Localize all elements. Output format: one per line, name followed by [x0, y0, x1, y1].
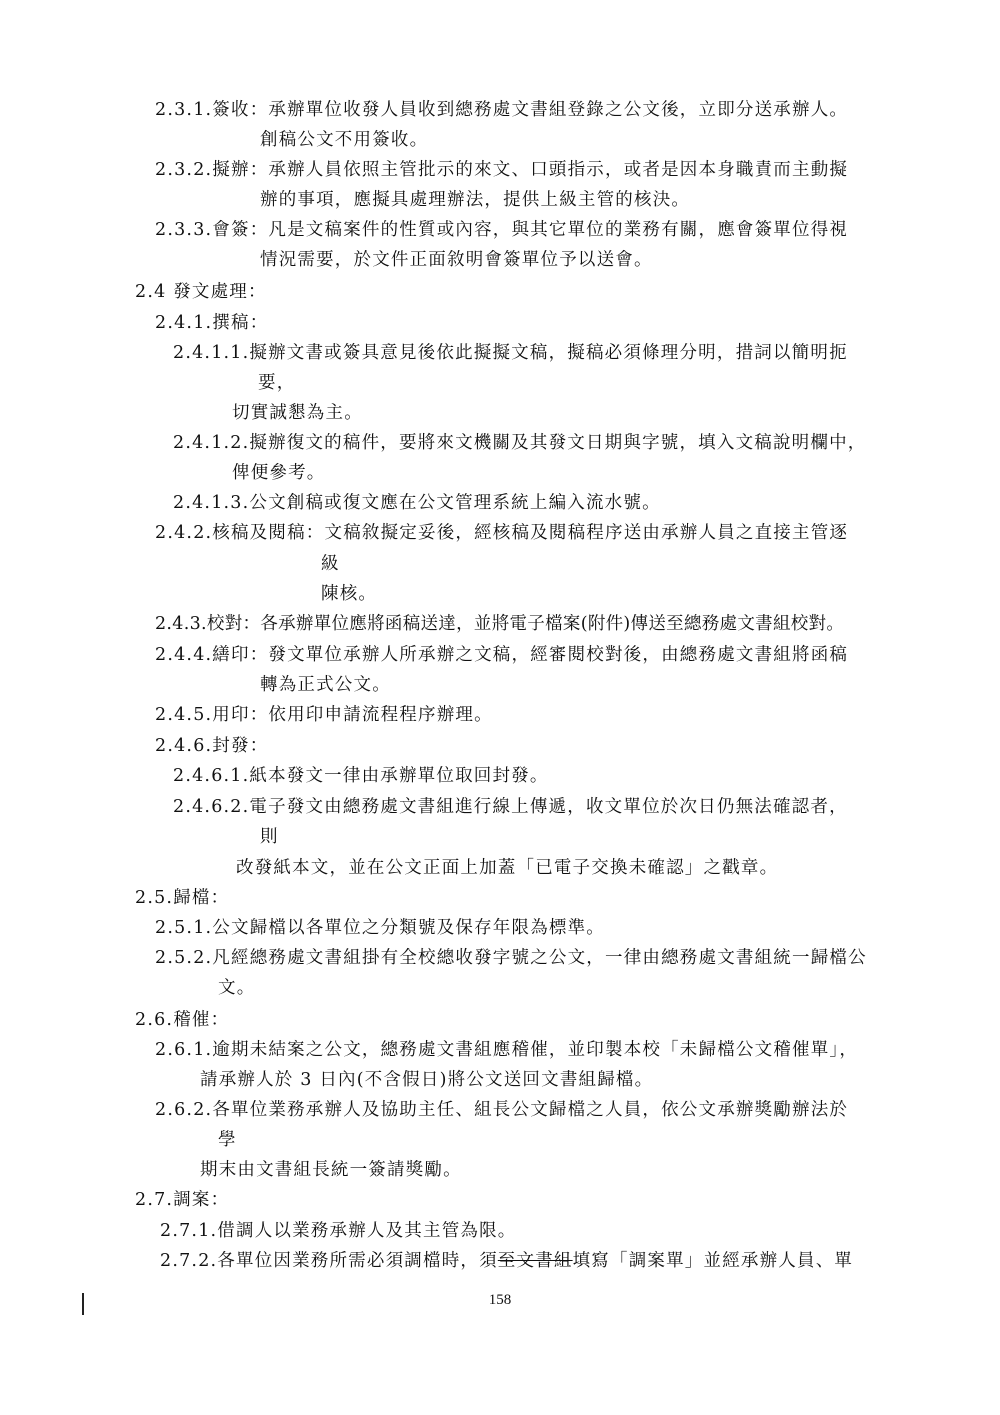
subsection-heading: 2.4.1.撰稿：	[155, 313, 269, 333]
text-line-with-deletion	[160, 1249, 853, 1273]
text-line: 創稿公文不用簽收。	[260, 130, 429, 150]
text-line: 2.3.1.簽收：承辦單位收發人員收到總務處文書組登錄之公文後，立即分送承辦人。	[155, 100, 849, 120]
section-heading: 2.4 發文處理：	[135, 282, 267, 302]
text-line: 2.4.6.2.電子發文由總務處文書組進行線上傳遞，收文單位於次日仍無法確認者，	[173, 797, 848, 817]
text-line: 學	[218, 1130, 237, 1150]
text-line: 2.4.1.2.擬辦復文的稿件，要將來文機關及其發文日期與字號，填入文稿說明欄中，	[173, 433, 867, 453]
text-line: 級	[321, 554, 340, 574]
text-span: 2.7.2.各單位因業務所需必須調檔時，須	[160, 1251, 498, 1271]
text-line: 辦的事項，應擬具處理辦法，提供上級主管的核決。	[260, 190, 691, 210]
text-line: 2.5.2.凡經總務處文書組掛有全校總收發字號之公文，一律由總務處文書組統一歸檔公	[155, 948, 867, 968]
text-line: 要，	[258, 373, 296, 393]
text-line: 2.4.1.1.擬辦文書或簽具意見後依此擬擬文稿，擬稿必須條理分明，措詞以簡明扼	[173, 343, 848, 363]
text-line: 2.6.2.各單位業務承辦人及協助主任、組長公文歸檔之人員，依公文承辦獎勵辦法於	[155, 1100, 849, 1120]
section-heading: 2.7.調案：	[135, 1190, 230, 1210]
text-line: 情況需要，於文件正面敘明會簽單位予以送會。	[260, 250, 653, 270]
text-line: 改發紙本文，並在公文正面上加蓋「已電子交換未確認」之戳章。	[236, 858, 779, 878]
text-line: 期末由文書組長統一簽請獎勵。	[200, 1160, 462, 1180]
text-line: 俾便參考。	[232, 463, 326, 483]
text-line: 2.7.1.借調人以業務承辦人及其主管為限。	[160, 1221, 517, 1241]
text-line: 2.4.2.核稿及閱稿：文稿敘擬定妥後，經核稿及閱稿程序送由承辦人員之直接主管逐	[155, 523, 849, 543]
text-span: 填寫「調案單」並經承辦人員、單	[572, 1251, 854, 1271]
text-line: 文。	[218, 978, 256, 998]
text-line: 陳核。	[321, 584, 378, 604]
struck-text: 至文書組	[497, 1251, 573, 1271]
text-line: 2.3.3.會簽：凡是文稿案件的性質或內容，與其它單位的業務有關，應會簽單位得視	[155, 220, 849, 240]
section-heading: 2.5.歸檔：	[135, 888, 230, 908]
text-line: 請承辦人於 3 日內(不含假日)將公文送回文書組歸檔。	[200, 1070, 654, 1090]
text-line: 2.5.1.公文歸檔以各單位之分類號及保存年限為標準。	[155, 918, 605, 938]
section-heading: 2.6.稽催：	[135, 1010, 230, 1030]
text-line: 切實誠懇為主。	[232, 403, 363, 423]
text-line: 2.4.5.用印：依用印申請流程程序辦理。	[155, 705, 493, 725]
page-number: 158	[488, 1292, 512, 1308]
subsection-heading: 2.4.6.封發：	[155, 736, 269, 756]
text-line: 2.4.4.繕印：發文單位承辦人所承辦之文稿，經審閱校對後，由總務處文書組將函稿	[155, 645, 849, 665]
text-line: 2.4.1.3.公文創稿或復文應在公文管理系統上編入流水號。	[173, 493, 661, 513]
text-line: 2.4.3.校對：各承辦單位應將函稿送達，並將電子檔案(附件)傳送至總務處文書組校對。	[155, 614, 845, 634]
text-line: 則	[260, 827, 279, 847]
text-line: 2.6.1.逾期未結案之公文，總務處文書組應稽催，並印製本校「未歸檔公文稽催單」，	[155, 1040, 859, 1060]
text-line: 2.4.6.1.紙本發文一律由承辦單位取回封發。	[173, 766, 549, 786]
text-line: 2.3.2.擬辦：承辦人員依照主管批示的來文、口頭指示，或者是因本身職責而主動擬	[155, 160, 849, 180]
text-line: 轉為正式公文。	[260, 675, 391, 695]
